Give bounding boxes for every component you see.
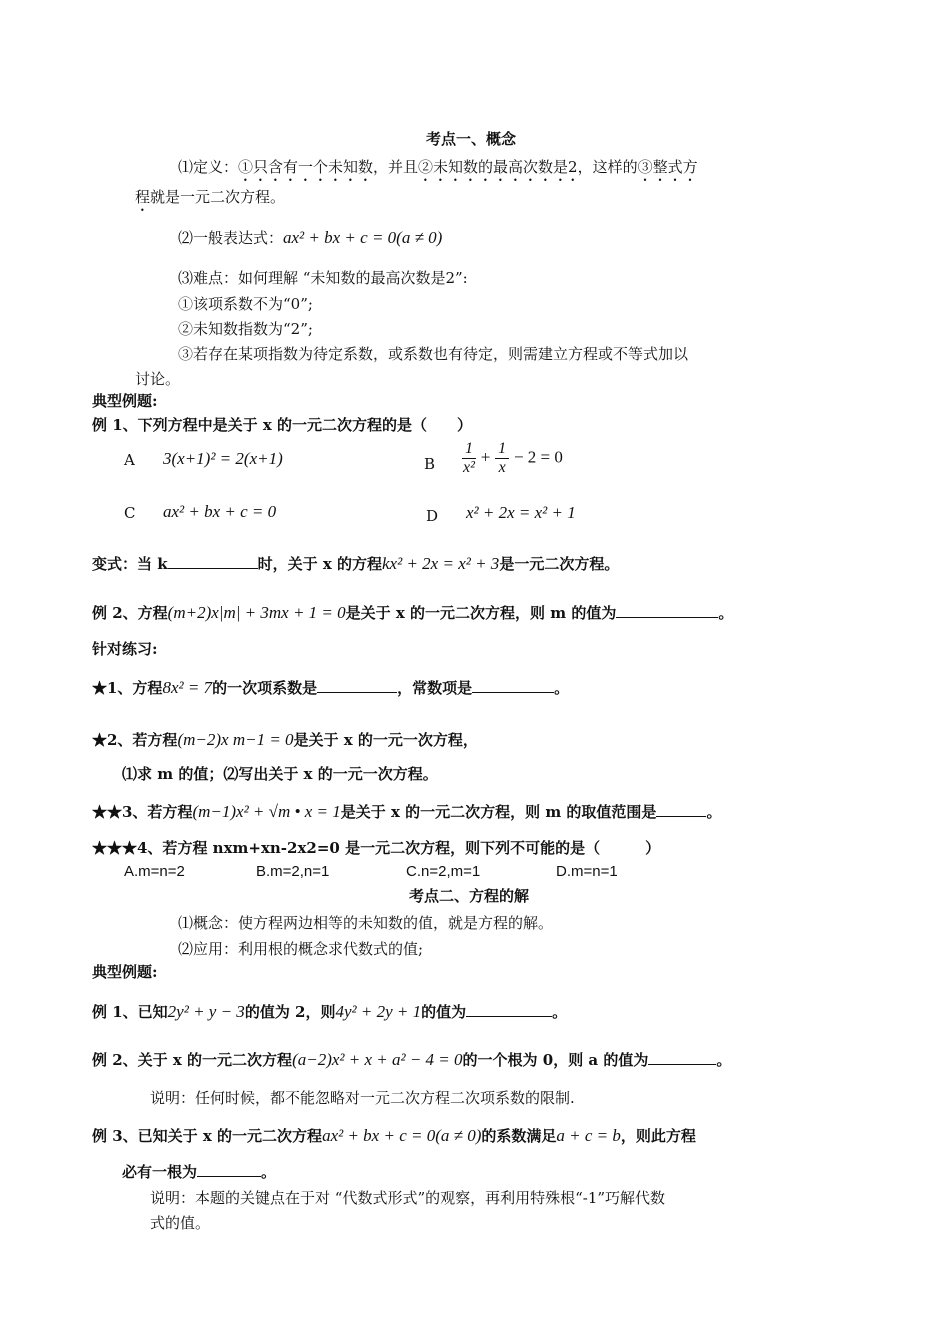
practice-4-option-a: A.m=n=2 <box>124 863 185 880</box>
example-2-question: 例 2、方程(m+2)x|m| + 3mx + 1 = 0是关于 x 的一元二次方程，则 m 的值为 。 <box>92 603 734 622</box>
practice-heading: 针对练习: <box>92 640 158 658</box>
practice-4-option-d: D.m=n=1 <box>556 863 618 880</box>
practice-2: ★2、若方程(m−2)x m−1 = 0是关于 x 的一元一次方程， <box>92 730 478 749</box>
practice-2-subquestions: ⑴求 m 的值；⑵写出关于 x 的一元一次方程。 <box>122 765 438 783</box>
option-d: D <box>426 507 439 525</box>
answer-blank[interactable] <box>197 1162 261 1177</box>
concept-line: ⑴概念：使方程两边相等的未知数的值，就是方程的解。 <box>178 914 554 932</box>
difficulty-line-2: ①该项系数不为“0”; <box>178 295 313 313</box>
section2-title: 考点二、方程的解 <box>409 887 530 905</box>
note-2-line-1: 说明：本题的关键点在于对 “代数式形式”的观察，再利用特殊根“-1”巧解代数 <box>150 1189 666 1207</box>
practice-1: ★1、方程8x² = 7的一次项系数是 ，常数项是 。 <box>92 678 570 697</box>
practice-4-option-c: C.n=2,m=1 <box>406 863 481 880</box>
section1-title: 考点一、概念 <box>426 130 517 148</box>
option-c-expr: ax² + bx + c = 0 <box>163 502 277 521</box>
typical-examples-heading: 典型例题: <box>92 392 158 410</box>
s2-example-3: 例 3、已知关于 x 的一元二次方程ax² + bx + c = 0(a ≠ 0)的系数满足a + c = b，则此方程 <box>92 1126 696 1145</box>
difficulty-line-5: 讨论。 <box>135 370 181 388</box>
definition-line-1: ⑴定义：①只含有一个未知数，并且②未知数的最高次数是2，这样的③整式方 <box>178 158 698 176</box>
s2-example-1: 例 1、已知2y² + y − 3的值为 2，则4y² + 2y + 1的值为 。 <box>92 1002 568 1021</box>
practice-3: ★★3、若方程(m−1)x² + √m • x = 1是关于 x 的一元二次方程，则 m 的取值范围是 。 <box>92 802 722 821</box>
practice-4-option-b: B.m=2,n=1 <box>256 863 330 880</box>
variant-question: 变式：当 k 时，关于 x 的方程kx² + 2x = x² + 3是一元二次方程。 <box>92 554 620 573</box>
definition-line-2: 程就是一元二次方程。 <box>135 188 286 206</box>
typical-examples-heading-2: 典型例题: <box>92 963 158 981</box>
option-b: B <box>424 455 436 473</box>
option-a: A <box>124 451 135 469</box>
answer-blank[interactable] <box>168 554 258 569</box>
difficulty-line-4: ③若存在某项指数为待定系数，或系数也有待定，则需建立方程或不等式加以 <box>178 345 689 363</box>
example-1-question: 例 1、下列方程中是关于 x 的一元二次方程的是（ ） <box>92 416 473 434</box>
answer-blank[interactable] <box>616 603 718 618</box>
s2-example-2: 例 2、关于 x 的一元二次方程(a−2)x² + x + a² − 4 = 0的一个根为 0，则 a 的值为 。 <box>92 1050 732 1069</box>
practice-4: ★★★4、若方程 nxm+xn-2x2=0 是一元二次方程，则下列不可能的是（ ） <box>92 839 661 857</box>
s2-example-3-line-2: 必有一根为 。 <box>122 1163 277 1181</box>
answer-blank[interactable] <box>472 678 554 693</box>
difficulty-line-1: ⑶难点：如何理解 “未知数的最高次数是2”: <box>178 269 468 287</box>
answer-blank[interactable] <box>466 1002 552 1017</box>
answer-blank[interactable] <box>656 802 706 817</box>
note-2-line-2: 式的值。 <box>150 1214 211 1232</box>
application-line: ⑵应用：利用根的概念求代数式的值; <box>178 940 424 958</box>
answer-blank[interactable] <box>648 1050 716 1065</box>
note-1: 说明：任何时候，都不能忽略对一元二次方程二次项系数的限制. <box>150 1089 575 1107</box>
difficulty-line-3: ②未知数指数为“2”; <box>178 320 313 338</box>
general-form: ⑵一般表达式：ax² + bx + c = 0(a ≠ 0) <box>178 228 443 247</box>
option-c: C <box>124 504 136 522</box>
option-a-expr: 3(x+1)² = 2(x+1) <box>163 449 283 468</box>
option-b-expr: $\frac{1}{\text{x²}}$ + $\frac{1}{x}$ − 2 = 0 <box>463 440 563 476</box>
option-d-expr: x² + 2x = x² + 1 <box>466 503 576 522</box>
answer-blank[interactable] <box>317 678 397 693</box>
